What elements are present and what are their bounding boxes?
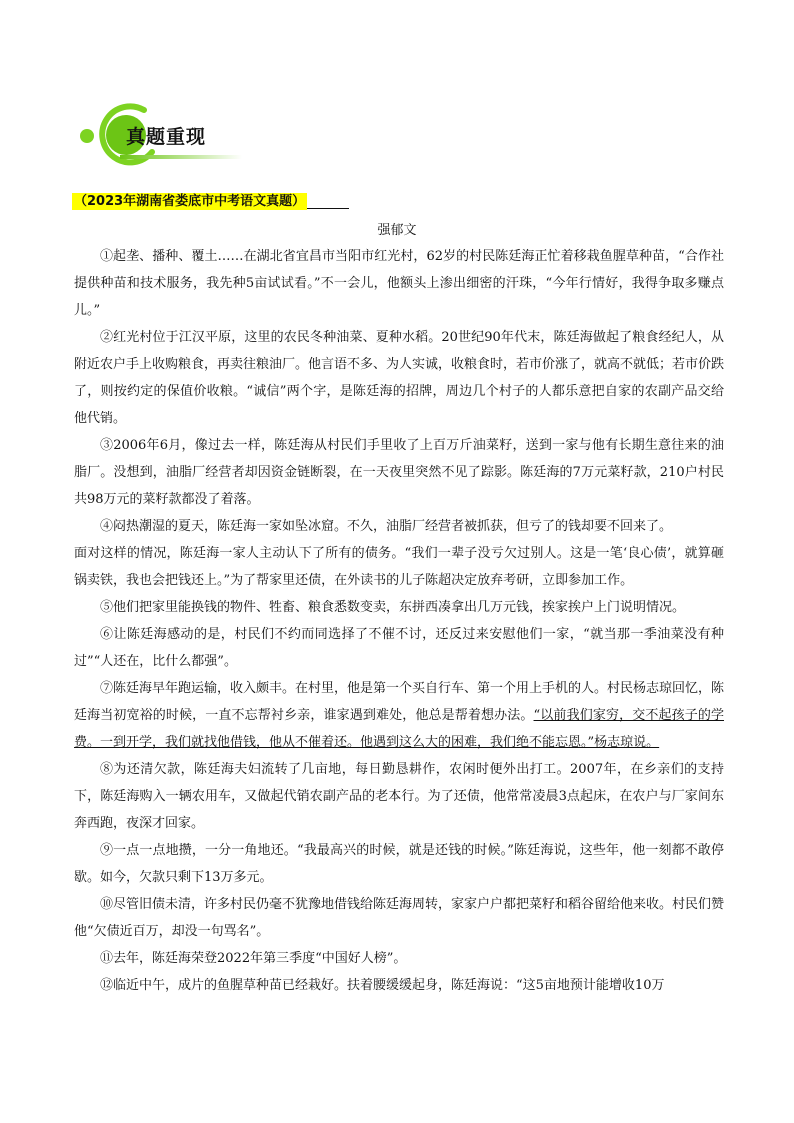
paragraph-4b: 面对这样的情况，陈廷海一家人主动认下了所有的债务。“我们一辈子没亏欠过别人。这是一笔‘良心债’，就算砸锅卖铁，我也会把钱还上。”为了帮家里还债，在外读书的儿子陈超决定放弃考研，立即参加工作。 — [74, 546, 724, 588]
logo-dot — [80, 129, 94, 143]
paragraph-5: ⑤他们把家里能换钱的物件、牲畜、粮食悉数变卖，东拼西凑拿出几万元钱，挨家挨户上门说明情况。 — [100, 600, 686, 615]
article-title: 强郁文 — [377, 223, 417, 238]
section-title: 真题重现 — [126, 126, 207, 148]
paragraph-1: ①起垄、播种、覆土……在湖北省宜昌市当阳市红光村，62岁的村民陈廷海正忙着移栽鱼腥草种苗，“合作社提供种苗和技术服务，我先种5亩试试看。”不一会儿，他额头上渗出细密的汗珠，“今年行情好，我得争取多赚点儿。” — [74, 249, 724, 318]
paragraph-11: ⑪去年，陈廷海荣登2022年第三季度“中国好人榜”。 — [100, 951, 407, 966]
paragraph-4a: ④闷热潮湿的夏天，陈廷海一家如坠冰窟。不久，油脂厂经营者被抓获，但亏了的钱却要不回来了。 — [100, 519, 673, 534]
paragraph-8: ⑧为还清欠款，陈廷海夫妇流转了几亩地，每日勤恳耕作，农闲时便外出打工。2007年，在乡亲们的支持下，陈廷海购入一辆农用车，又做起代销农副产品的老本行。为了还债，他常常凌晨3点起床，在农户与厂家间东奔西跑，夜深才回家。 — [74, 762, 724, 831]
paragraph-12: ⑫临近中午，成片的鱼腥草种苗已经栽好。扶着腰缓缓起身，陈廷海说：“这5亩地预计能增收10万 — [100, 978, 665, 993]
paragraph-7 — [74, 675, 724, 756]
paragraph-2: ②红光村位于江汉平原，这里的农民冬种油菜、夏种水稻。20世纪90年代末，陈廷海做起了粮食经纪人，从附近农户手上收购粮食，再卖往粮油厂。他言语不多、为人实诚，收粮食时，若市价涨了，就高不就低；若市价跌了，则按约定的保值价收粮。“诚信”两个字，是陈廷海的招牌，周边几个村子的人都乐意把自家的农副产品交给他代销。 — [74, 330, 725, 426]
paragraph-10: ⑩尽管旧债未清，许多村民仍毫不犹豫地借钱给陈廷海周转，家家户户都把菜籽和稻谷留给他来收。村民们赞他“欠债近百万，却没一句骂名”。 — [74, 897, 725, 939]
answer-blank — [307, 194, 349, 209]
paragraph-6: ⑥让陈廷海感动的是，村民们不约而同选择了不催不讨，还反过来安慰他们一家，“就当那一季油菜没有种过”“人还在，比什么都强”。 — [74, 627, 724, 669]
article-body — [74, 243, 724, 999]
paragraph-7-underlined: “以前我们家穷，交不起孩子的学费。一到开学，我们就找他借钱，他从不催着还。他遇到这么大的困难，我们绝不能忘恩。”杨志琼说。 — [74, 708, 724, 750]
source-label: （2023年湖南省娄底市中考语文真题） — [74, 194, 306, 209]
paragraph-9: ⑨一点一点地攒，一分一角地还。“我最高兴的时候，就是还钱的时候。”陈廷海说，这些年，他一刻都不敢停歇。如今，欠款只剩下13万多元。 — [74, 843, 724, 885]
paragraph-7-text: ⑦陈廷海早年跑运输，收入颇丰。在村里，他是第一个买自行车、第一个用上手机的人。村民杨志琼回忆，陈廷海当初宽裕的时候，一直不忘帮衬乡亲，谁家遇到难处，他总是帮着想办法。 — [74, 681, 725, 723]
logo-underline — [120, 155, 242, 159]
paragraph-3: ③2006年6月，像过去一样，陈廷海从村民们手里收了上百万斤油菜籽，送到一家与他有长期生意往来的油脂厂。没想到，油脂厂经营者却因资金链断裂，在一天夜里突然不见了踪影。陈廷海的7万元菜籽款，210户村民共98万元的菜籽款都没了着落。 — [74, 438, 724, 507]
source-line — [72, 190, 349, 209]
